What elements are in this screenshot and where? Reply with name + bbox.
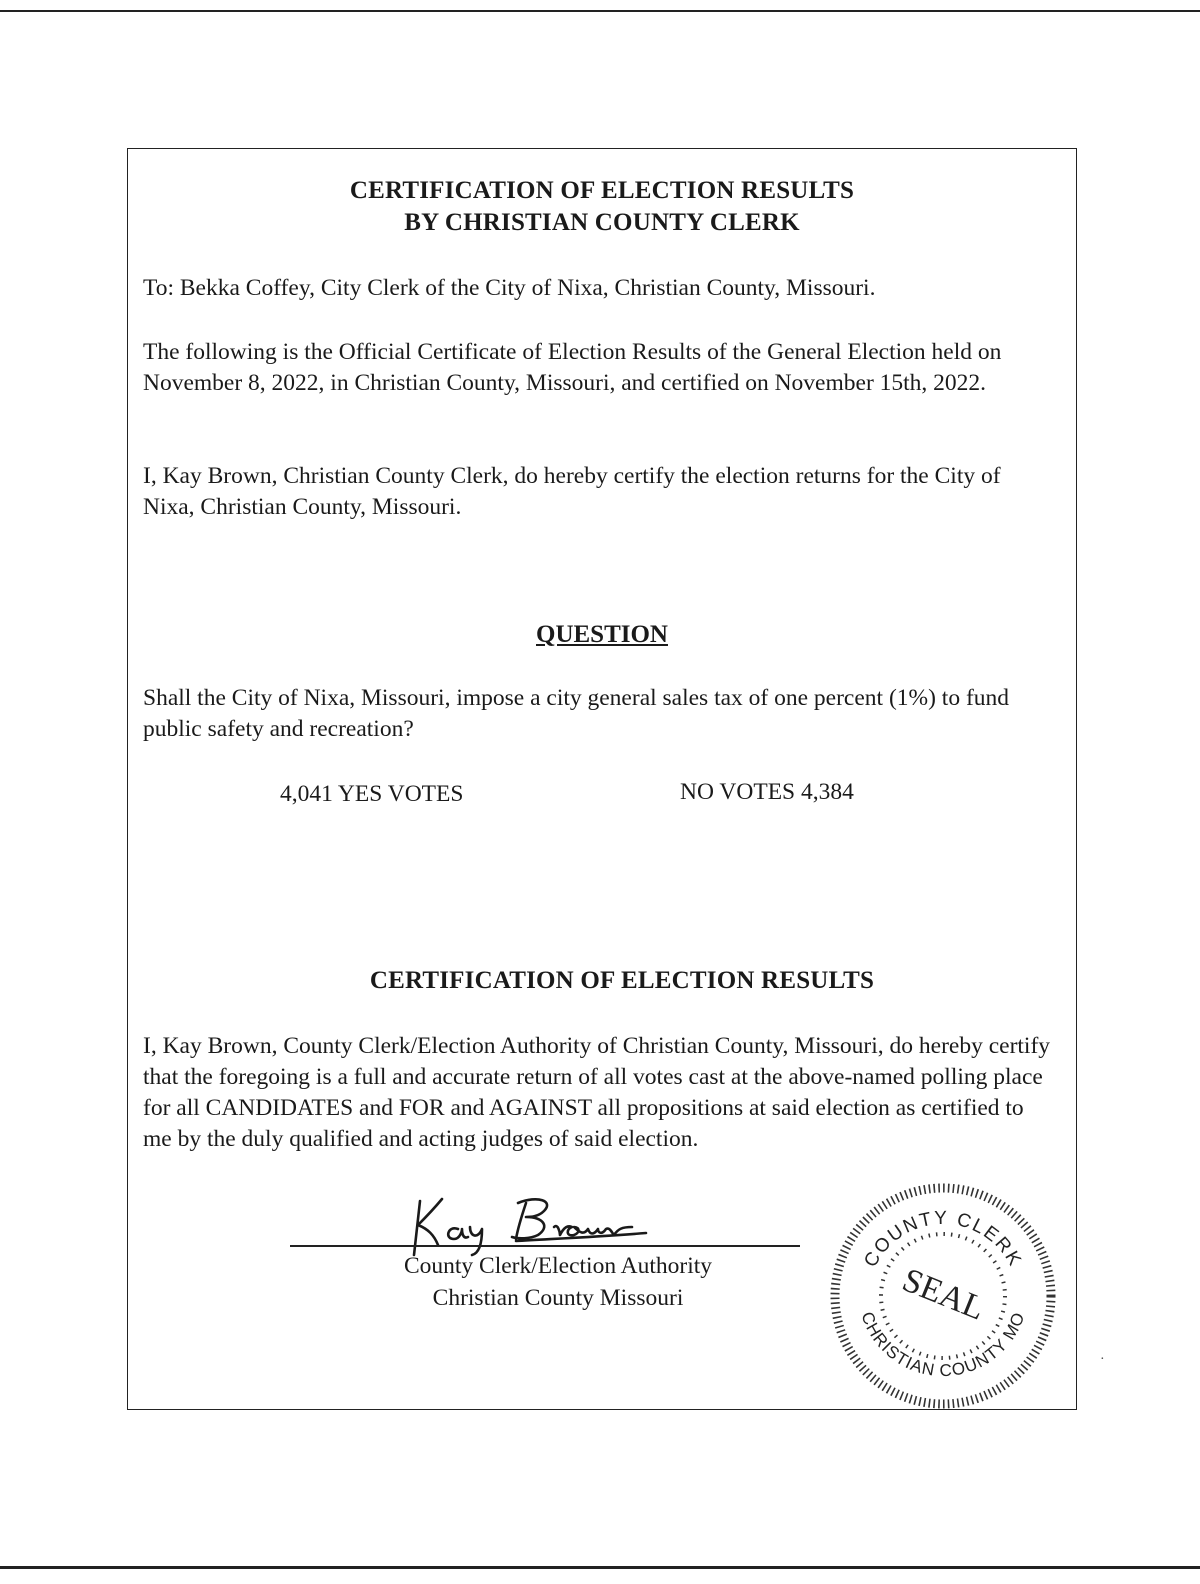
certification-text: I, Kay Brown, County Clerk/Election Authority of Christian County, Missouri, do hereby certify that the foregoing is a full and accurate return of all votes cast at the above-named polling place for all CANDIDATES and FOR and AGAINST all propositions at said election as certified to me by the duly qualified and acting judges of said election. xyxy=(143,1033,1051,1152)
certification-heading: CERTIFICATION OF ELECTION RESULTS xyxy=(369,967,875,994)
svg-text:CHRISTIAN COUNTY MO: CHRISTIAN COUNTY MO xyxy=(857,1309,1029,1381)
svg-text:SEAL: SEAL xyxy=(897,1261,990,1328)
title-line-1: CERTIFICATION OF ELECTION RESULTS xyxy=(349,177,855,204)
question-heading: QUESTION xyxy=(536,621,668,648)
yes-votes: 4,041 YES VOTES xyxy=(280,781,464,807)
signature-title-line-1: County Clerk/Election Authority xyxy=(403,1253,713,1279)
intro-paragraph: The following is the Official Certificate of Election Results of the General Election held on November 8, 2022, in Christian County, Missouri, and certified on November 15th, 2022. xyxy=(143,339,1002,396)
certify-paragraph: I, Kay Brown, Christian County Clerk, do hereby certify the election returns for the City of Nixa, Christian County, Missouri. xyxy=(143,463,1001,520)
scan-speck: · xyxy=(1100,1352,1105,1367)
county-clerk-seal xyxy=(828,1181,1058,1411)
signature-line xyxy=(290,1245,800,1247)
certificate-frame xyxy=(127,148,1077,1410)
question-text: Shall the City of Nixa, Missouri, impose a city general sales tax of one percent (1%) to fund public safety and recreation? xyxy=(143,685,1010,742)
signature-title-line-2: Christian County Missouri xyxy=(432,1285,684,1311)
scan-edge-top xyxy=(0,10,1200,12)
addressee-line: To: Bekka Coffey, City Clerk of the City of Nixa, Christian County, Missouri. xyxy=(143,275,876,301)
title-line-2: BY CHRISTIAN COUNTY CLERK xyxy=(404,209,800,236)
scan-edge-bottom xyxy=(0,1566,1200,1569)
signature-kay-brown xyxy=(398,1189,658,1259)
no-votes: NO VOTES 4,384 xyxy=(680,779,854,805)
svg-text:COUNTY CLERK: COUNTY CLERK xyxy=(860,1207,1026,1271)
